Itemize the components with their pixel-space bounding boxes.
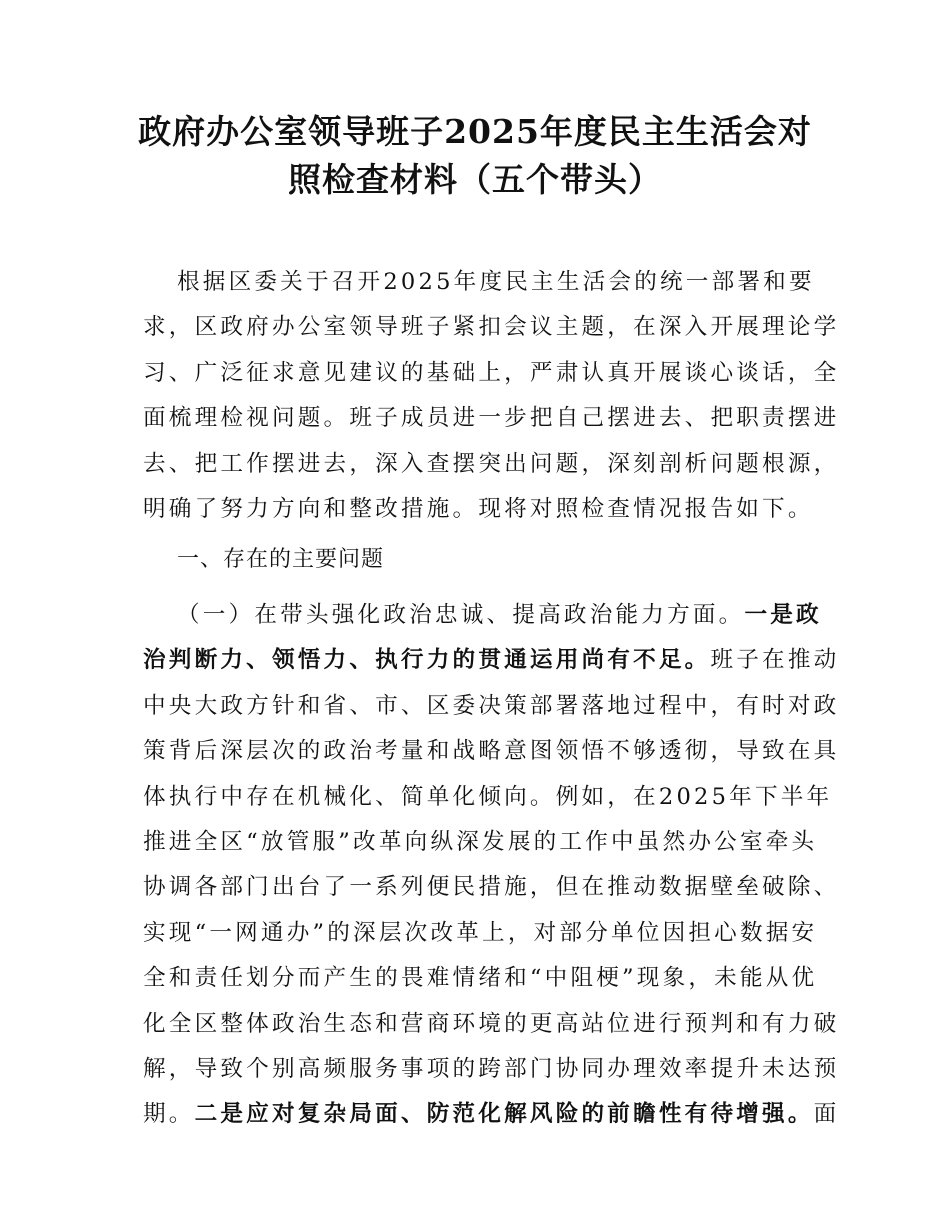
para-line-2	[143, 638, 840, 683]
para-line-4: 策背后深层次的政治考量和战略意图领悟不够透彻，导致在具	[143, 738, 840, 765]
section-heading: 一、存在的主要问题	[177, 547, 385, 572]
intro-paragraph	[143, 260, 840, 532]
para-line-2-bold: 治判断力、领悟力、执行力的贯通运用尚有不足。	[143, 647, 711, 674]
para-line-10: 化全区整体政治生态和营商环境的更高站位进行预判和有力破	[143, 1010, 840, 1037]
section-paragraph	[143, 593, 840, 1138]
para-line-12	[143, 1092, 840, 1137]
para-line-1-normal: （一）在带头强化政治忠诚、提高政治能力方面。	[177, 602, 745, 628]
para-line-1-bold: 一是政	[744, 602, 822, 628]
intro-line-5: 去、把工作摆进去，深入查摆突出问题，深刻剖析问题根源，	[143, 450, 840, 477]
intro-line-2: 求，区政府办公室领导班子紧扣会议主题，在深入开展理论学	[143, 314, 840, 341]
para-line-9: 全和责任划分而产生的畏难情绪和“中阻梗”现象，未能从优	[143, 965, 818, 992]
para-line-8: 实现“一网通办”的深层次改革上，对部分单位因担心数据安	[143, 919, 818, 946]
document-title	[120, 108, 830, 204]
para-line-12-bold: 二是应对复杂局面、防范化解风险的前瞻性有待增强。	[194, 1101, 814, 1128]
para-line-2-normal: 班子在推动	[710, 647, 840, 674]
intro-line-6: 明确了努力方向和整改措施。现将对照检查情况报告如下。	[143, 495, 814, 522]
intro-line-3: 习、广泛征求意见建议的基础上，严肃认真开展谈心谈话，全	[143, 359, 840, 386]
intro-line-1: 根据区委关于召开2025年度民主生活会的统一部署和要	[177, 269, 815, 295]
title-line-1: 政府办公室领导班子2025年度民主生活会对	[138, 112, 812, 151]
para-line-3: 中央大政方针和省、市、区委决策部署落地过程中，有时对政	[143, 692, 840, 719]
para-line-6: 推进全区“放管服”改革向纵深发展的工作中虽然办公室牵头	[143, 828, 818, 855]
para-line-7: 协调各部门出台了一系列便民措施，但在推动数据壁垒破除、	[143, 874, 840, 901]
para-line-12-tail: 面	[813, 1101, 840, 1128]
title-line-2: 照检查材料（五个带头）	[288, 160, 662, 199]
para-line-1	[143, 593, 822, 638]
para-line-11: 解，导致个别高频服务事项的跨部门协同办理效率提升未达预	[143, 1055, 840, 1082]
para-line-12-normal: 期。	[143, 1101, 195, 1128]
intro-line-4: 面梳理检视问题。班子成员进一步把自己摆进去、把职责摆进	[143, 405, 840, 432]
para-line-5: 体执行中存在机械化、简单化倾向。例如，在2025年下半年	[143, 783, 833, 810]
